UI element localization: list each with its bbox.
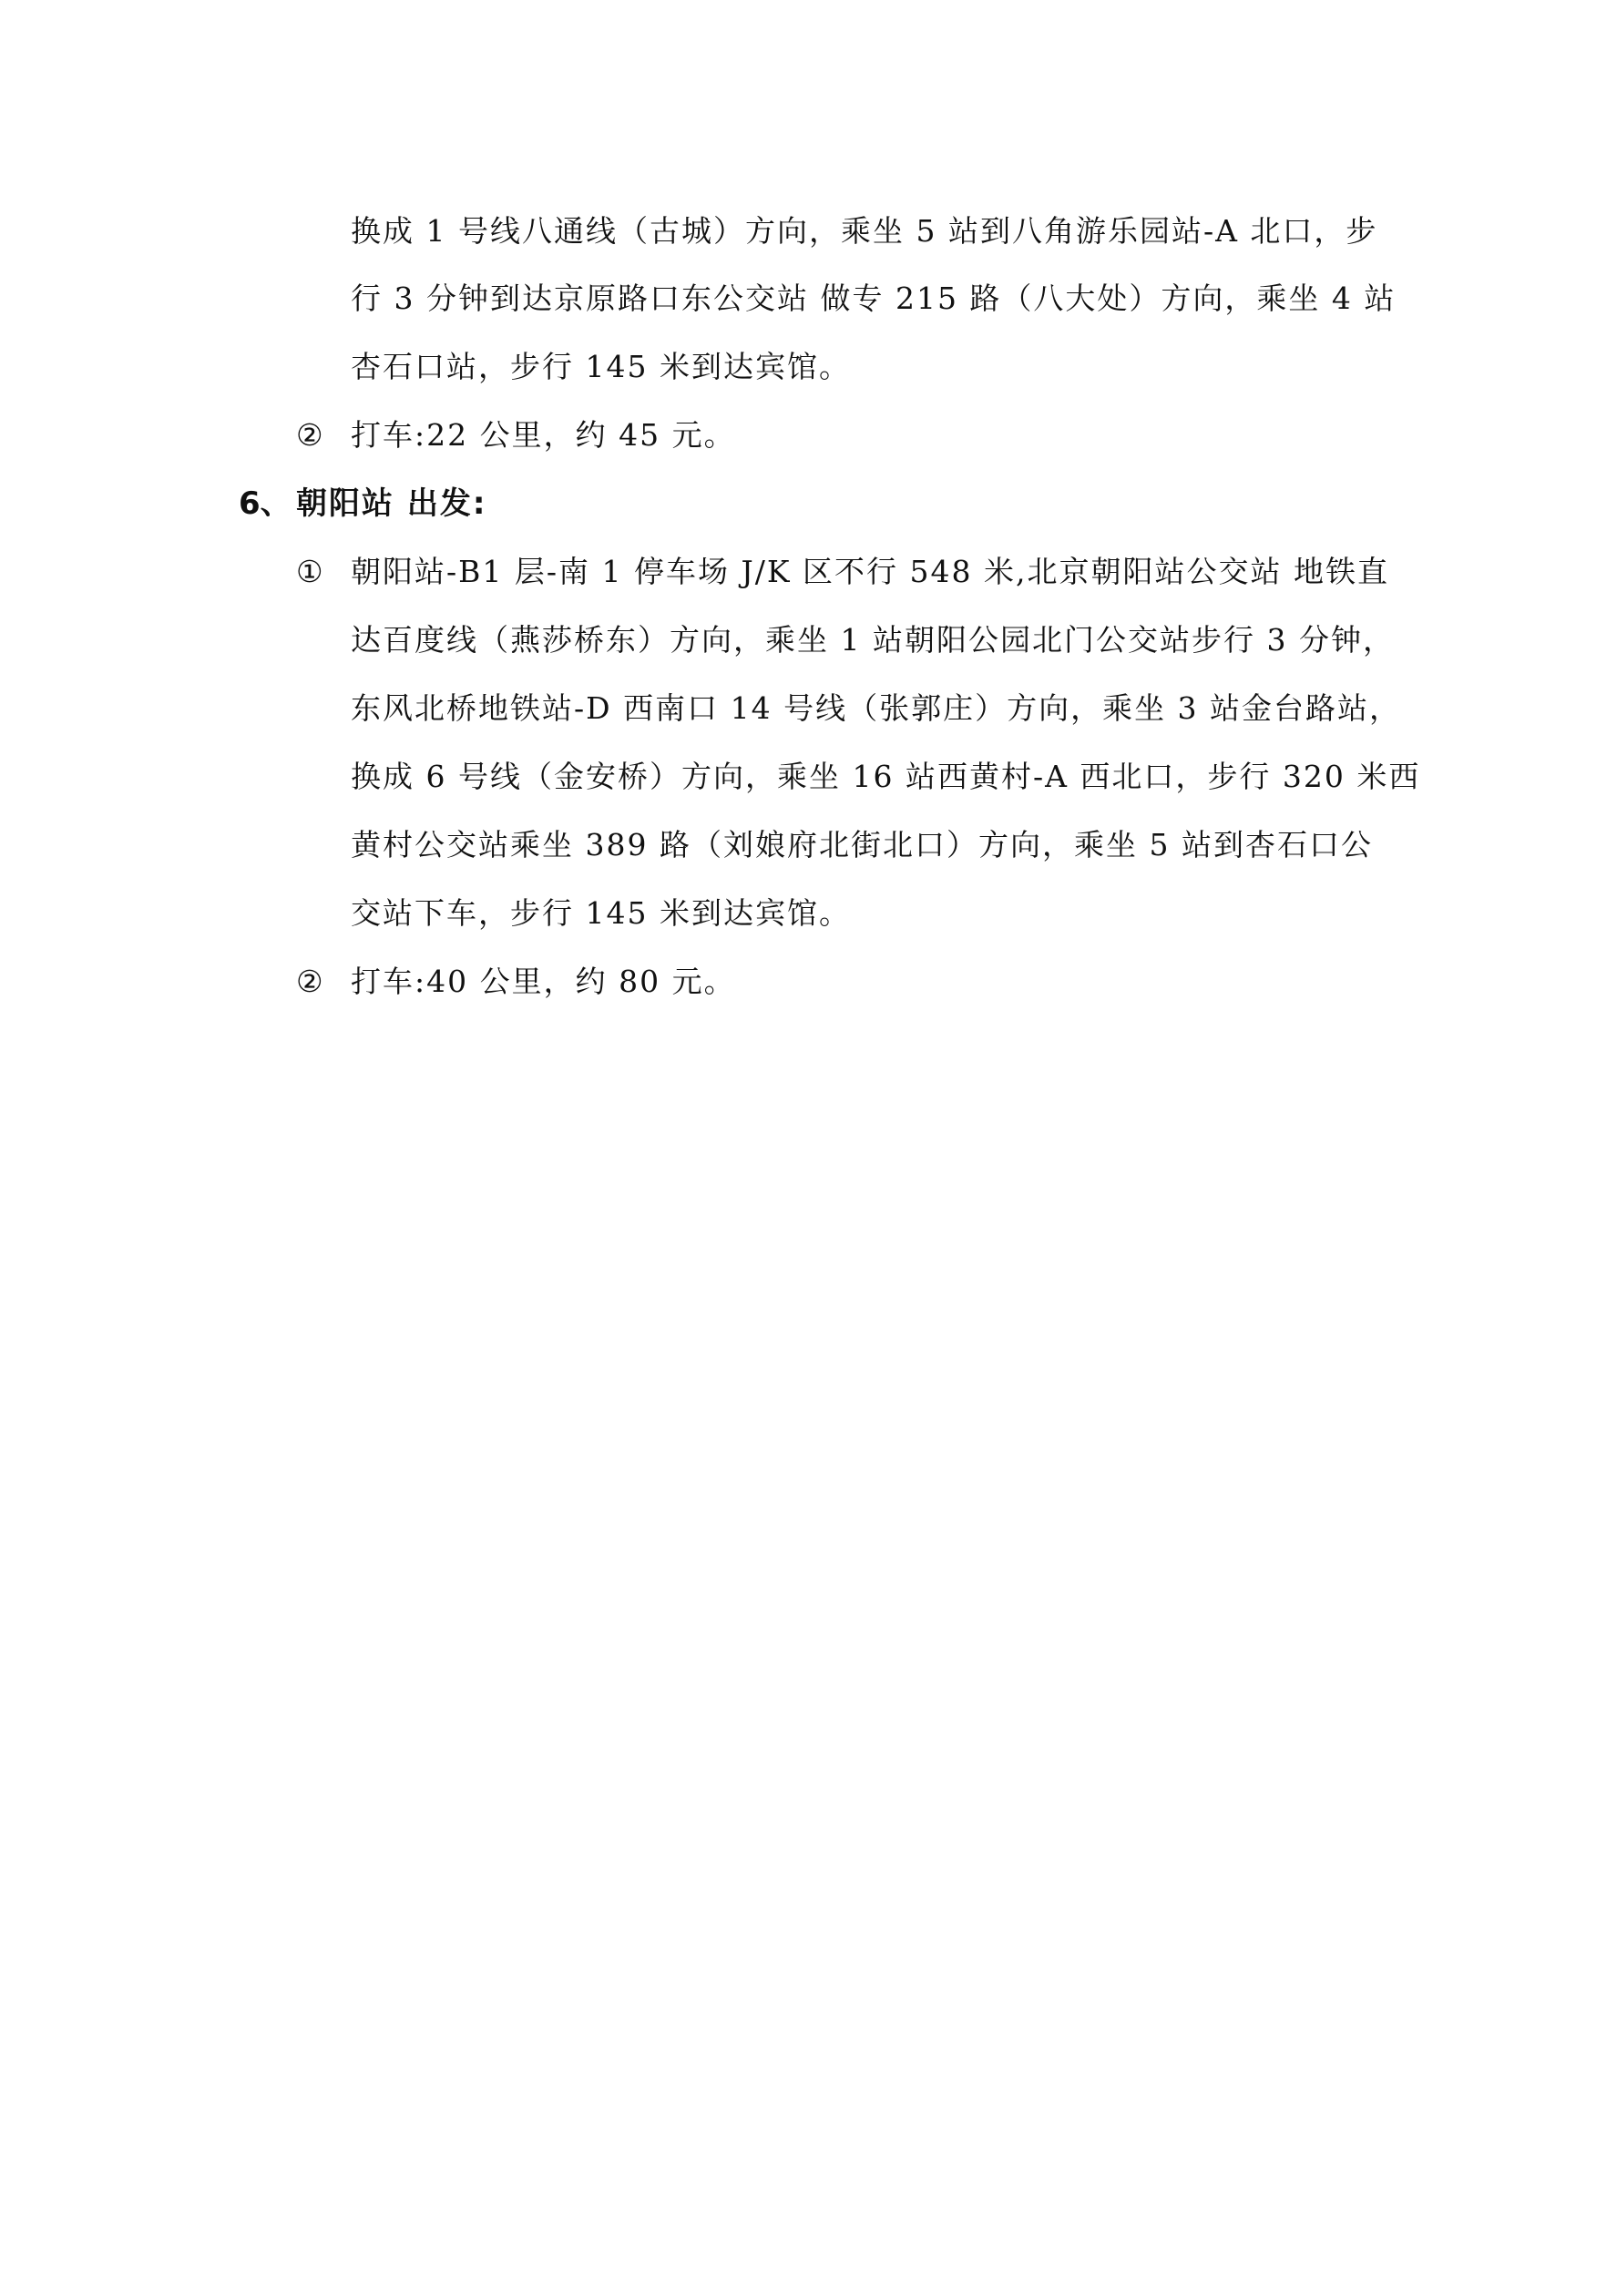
section5-item2-marker: ② xyxy=(296,417,323,453)
section6-item2-text: 打车:40 公里，约 80 元。 xyxy=(351,964,736,999)
section6-item1-line-4: 换成 6 号线（金安桥）方向，乘坐 16 站西黄村-A 西北口，步行 320 米西 xyxy=(351,759,1421,794)
section5-item1-line-1: 换成 1 号线八通线（古城）方向，乘坐 5 站到八角游乐园站-A 北口，步 xyxy=(351,213,1378,249)
section5-item2-text: 打车:22 公里，约 45 元。 xyxy=(351,417,736,453)
section6-item1-line-1: 朝阳站-B1 层-南 1 停车场 J/K 区不行 548 米,北京朝阳站公交站 地铁直 xyxy=(351,554,1389,589)
section6-item1-line-2: 达百度线（燕莎桥东）方向，乘坐 1 站朝阳公园北门公交站步行 3 分钟， xyxy=(351,622,1395,658)
section6-item1-marker: ① xyxy=(296,554,323,589)
section5-item1-line-2: 行 3 分钟到达京原路口东公交站 做专 215 路（八大处）方向，乘坐 4 站 xyxy=(351,281,1397,316)
section6-number: 6、 xyxy=(239,485,292,522)
section6-item1-line-6: 交站下车，步行 145 米到达宾馆。 xyxy=(351,895,851,931)
section6-item1-line-5: 黄村公交站乘坐 389 路（刘娘府北街北口）方向，乘坐 5 站到杏石口公 xyxy=(351,827,1373,862)
section6-item2-marker: ② xyxy=(296,964,323,999)
section5-item1-line-3: 杏石口站，步行 145 米到达宾馆。 xyxy=(351,349,851,384)
section6-title: 朝阳站 出发: xyxy=(296,485,487,522)
section6-item1-line-3: 东风北桥地铁站-D 西南口 14 号线（张郭庄）方向，乘坐 3 站金台路站， xyxy=(351,690,1402,726)
